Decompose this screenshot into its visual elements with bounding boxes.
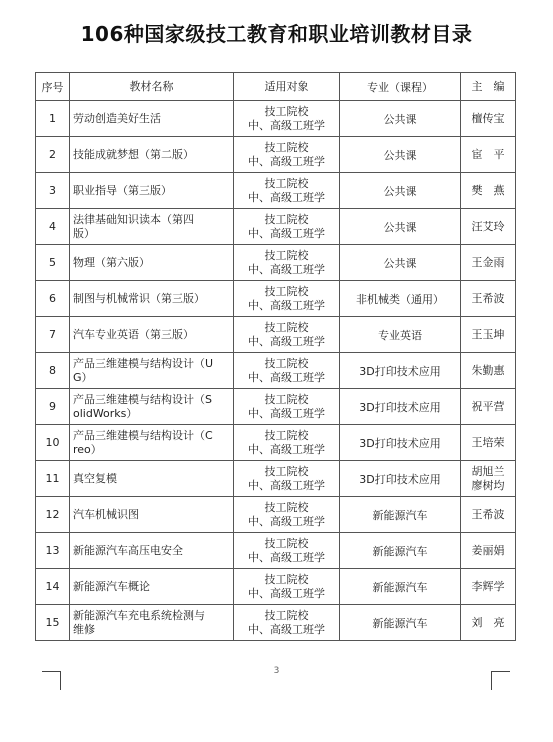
cell-no: 11 [36, 461, 70, 497]
audience-line: 中、高级工班学 [248, 334, 325, 348]
audience-line: 中、高级工班学 [248, 622, 325, 636]
audience-line: 技工院校 [264, 320, 309, 334]
audience-line: 中、高级工班学 [248, 262, 325, 276]
audience-line: 技工院校 [264, 140, 309, 154]
textbook-catalog-table [35, 72, 516, 641]
cell-major: 公共课 [340, 173, 461, 209]
textbook-name-line: 汽车专业英语（第三版） [73, 327, 194, 341]
cell-no: 5 [36, 245, 70, 281]
cell-textbook-name [70, 497, 234, 533]
cell-editor [461, 497, 516, 533]
table-row [36, 317, 516, 353]
cell-editor [461, 317, 516, 353]
cell-major: 公共课 [340, 245, 461, 281]
editor-line: 刘 亮 [471, 615, 505, 629]
header-no: 序号 [36, 73, 70, 101]
cell-audience [234, 209, 340, 245]
cell-editor [461, 533, 516, 569]
textbook-name-line: 制图与机械常识（第三版） [73, 291, 205, 305]
cell-audience [234, 101, 340, 137]
cell-textbook-name [70, 245, 234, 281]
header-major: 专业（课程） [340, 73, 461, 101]
cell-editor [461, 101, 516, 137]
cell-no: 10 [36, 425, 70, 461]
audience-line: 技工院校 [264, 356, 309, 370]
cell-major: 公共课 [340, 137, 461, 173]
cell-textbook-name [70, 569, 234, 605]
textbook-name-line: G） [73, 370, 93, 384]
table-row [36, 245, 516, 281]
crop-mark-right [491, 671, 510, 690]
cell-textbook-name [70, 137, 234, 173]
audience-line: 中、高级工班学 [248, 298, 325, 312]
cell-audience [234, 245, 340, 281]
cell-audience [234, 353, 340, 389]
cell-major: 公共课 [340, 101, 461, 137]
cell-no: 7 [36, 317, 70, 353]
cell-textbook-name [70, 353, 234, 389]
editor-line: 汪艾玲 [471, 219, 505, 233]
table-row [36, 533, 516, 569]
textbook-name-line: 汽车机械识图 [73, 507, 139, 521]
cell-editor [461, 353, 516, 389]
cell-major: 3D打印技术应用 [340, 353, 461, 389]
table-row [36, 353, 516, 389]
table-header-row [36, 73, 516, 101]
cell-audience [234, 497, 340, 533]
audience-line: 技工院校 [264, 500, 309, 514]
cell-no: 12 [36, 497, 70, 533]
page-title: 106种国家级技工教育和职业培训教材目录 [80, 22, 473, 46]
cell-editor [461, 569, 516, 605]
cell-major: 公共课 [340, 209, 461, 245]
cell-audience [234, 569, 340, 605]
editor-line: 姜丽娟 [471, 543, 505, 557]
cell-audience [234, 389, 340, 425]
editor-line: 朱勤惠 [471, 363, 505, 377]
textbook-name-line: 劳动创造美好生活 [73, 111, 161, 125]
audience-line: 技工院校 [264, 212, 309, 226]
textbook-name-line: 产品三维建模与结构设计（C [73, 428, 213, 442]
header-name: 教材名称 [70, 73, 234, 101]
audience-line: 技工院校 [264, 608, 309, 622]
audience-line: 中、高级工班学 [248, 154, 325, 168]
audience-line: 技工院校 [264, 392, 309, 406]
cell-editor [461, 389, 516, 425]
table-row [36, 281, 516, 317]
audience-line: 中、高级工班学 [248, 442, 325, 456]
table-row [36, 461, 516, 497]
table-row [36, 605, 516, 641]
cell-audience [234, 605, 340, 641]
audience-line: 中、高级工班学 [248, 406, 325, 420]
audience-line: 技工院校 [264, 104, 309, 118]
cell-textbook-name [70, 425, 234, 461]
textbook-name-line: 新能源汽车高压电安全 [73, 543, 183, 557]
audience-line: 中、高级工班学 [248, 118, 325, 132]
cell-textbook-name [70, 605, 234, 641]
cell-editor [461, 425, 516, 461]
cell-major: 3D打印技术应用 [340, 389, 461, 425]
audience-line: 技工院校 [264, 428, 309, 442]
cell-textbook-name [70, 209, 234, 245]
cell-audience [234, 533, 340, 569]
textbook-name-line: 产品三维建模与结构设计（S [73, 392, 212, 406]
cell-no: 8 [36, 353, 70, 389]
audience-line: 技工院校 [264, 464, 309, 478]
cell-audience [234, 425, 340, 461]
table-row [36, 389, 516, 425]
audience-line: 技工院校 [264, 284, 309, 298]
editor-line: 胡旭兰 [471, 464, 505, 478]
textbook-name-line: 新能源汽车概论 [73, 579, 150, 593]
textbook-name-line: 新能源汽车充电系统检测与 [73, 608, 205, 622]
cell-major: 新能源汽车 [340, 605, 461, 641]
page-number: 3 [273, 666, 280, 676]
cell-editor [461, 281, 516, 317]
editor-line: 王培荣 [471, 435, 505, 449]
audience-line: 中、高级工班学 [248, 550, 325, 564]
table-row [36, 137, 516, 173]
textbook-name-line: 职业指导（第三版） [73, 183, 172, 197]
cell-major: 新能源汽车 [340, 497, 461, 533]
cell-textbook-name [70, 389, 234, 425]
table-row [36, 173, 516, 209]
header-audience: 适用对象 [234, 73, 340, 101]
cell-editor [461, 209, 516, 245]
cell-textbook-name [70, 533, 234, 569]
cell-no: 9 [36, 389, 70, 425]
cell-major: 专业英语 [340, 317, 461, 353]
cell-no: 2 [36, 137, 70, 173]
textbook-name-line: 法律基础知识读本（第四 [73, 212, 194, 226]
audience-line: 中、高级工班学 [248, 478, 325, 492]
editor-line: 宦 平 [471, 147, 505, 161]
textbook-name-line: olidWorks） [73, 406, 138, 420]
cell-textbook-name [70, 173, 234, 209]
cell-audience [234, 281, 340, 317]
textbook-name-line: 物理（第六版） [73, 255, 150, 269]
cell-no: 1 [36, 101, 70, 137]
cell-textbook-name [70, 461, 234, 497]
crop-mark-left [42, 671, 61, 690]
table-row [36, 209, 516, 245]
editor-line: 李辉学 [471, 579, 505, 593]
audience-line: 中、高级工班学 [248, 514, 325, 528]
textbook-name-line: 版） [73, 226, 95, 240]
cell-editor [461, 137, 516, 173]
cell-major: 非机械类（通用） [340, 281, 461, 317]
audience-line: 技工院校 [264, 176, 309, 190]
audience-line: 技工院校 [264, 572, 309, 586]
cell-no: 14 [36, 569, 70, 605]
cell-major: 新能源汽车 [340, 569, 461, 605]
cell-audience [234, 461, 340, 497]
audience-line: 技工院校 [264, 536, 309, 550]
textbook-name-line: 维修 [73, 622, 95, 636]
textbook-name-line: 产品三维建模与结构设计（U [73, 356, 214, 370]
cell-textbook-name [70, 281, 234, 317]
cell-editor [461, 173, 516, 209]
table-body [36, 101, 516, 641]
cell-no: 4 [36, 209, 70, 245]
textbook-name-line: 技能成就梦想（第二版） [73, 147, 194, 161]
editor-line: 王希波 [471, 291, 505, 305]
textbook-name-line: 真空复模 [73, 471, 117, 485]
cell-no: 6 [36, 281, 70, 317]
audience-line: 中、高级工班学 [248, 370, 325, 384]
audience-line: 中、高级工班学 [248, 586, 325, 600]
cell-no: 3 [36, 173, 70, 209]
cell-audience [234, 173, 340, 209]
editor-line: 祝平营 [471, 399, 505, 413]
editor-line: 王玉坤 [471, 327, 505, 341]
audience-line: 技工院校 [264, 248, 309, 262]
table-row [36, 497, 516, 533]
editor-line: 檀传宝 [471, 111, 505, 125]
header-editor: 主 编 [461, 73, 516, 101]
cell-major: 3D打印技术应用 [340, 425, 461, 461]
editor-line: 王希波 [471, 507, 505, 521]
table-row [36, 569, 516, 605]
cell-no: 13 [36, 533, 70, 569]
cell-major: 3D打印技术应用 [340, 461, 461, 497]
cell-editor [461, 245, 516, 281]
cell-textbook-name [70, 101, 234, 137]
cell-editor [461, 605, 516, 641]
cell-audience [234, 317, 340, 353]
textbook-name-line: reo） [73, 442, 102, 456]
table-row [36, 425, 516, 461]
editor-line: 樊 燕 [471, 183, 505, 197]
editor-line: 廖树均 [471, 478, 505, 492]
cell-no: 15 [36, 605, 70, 641]
editor-line: 王金雨 [471, 255, 505, 269]
cell-audience [234, 137, 340, 173]
table-row [36, 101, 516, 137]
audience-line: 中、高级工班学 [248, 190, 325, 204]
audience-line: 中、高级工班学 [248, 226, 325, 240]
cell-textbook-name [70, 317, 234, 353]
cell-major: 新能源汽车 [340, 533, 461, 569]
cell-editor [461, 461, 516, 497]
